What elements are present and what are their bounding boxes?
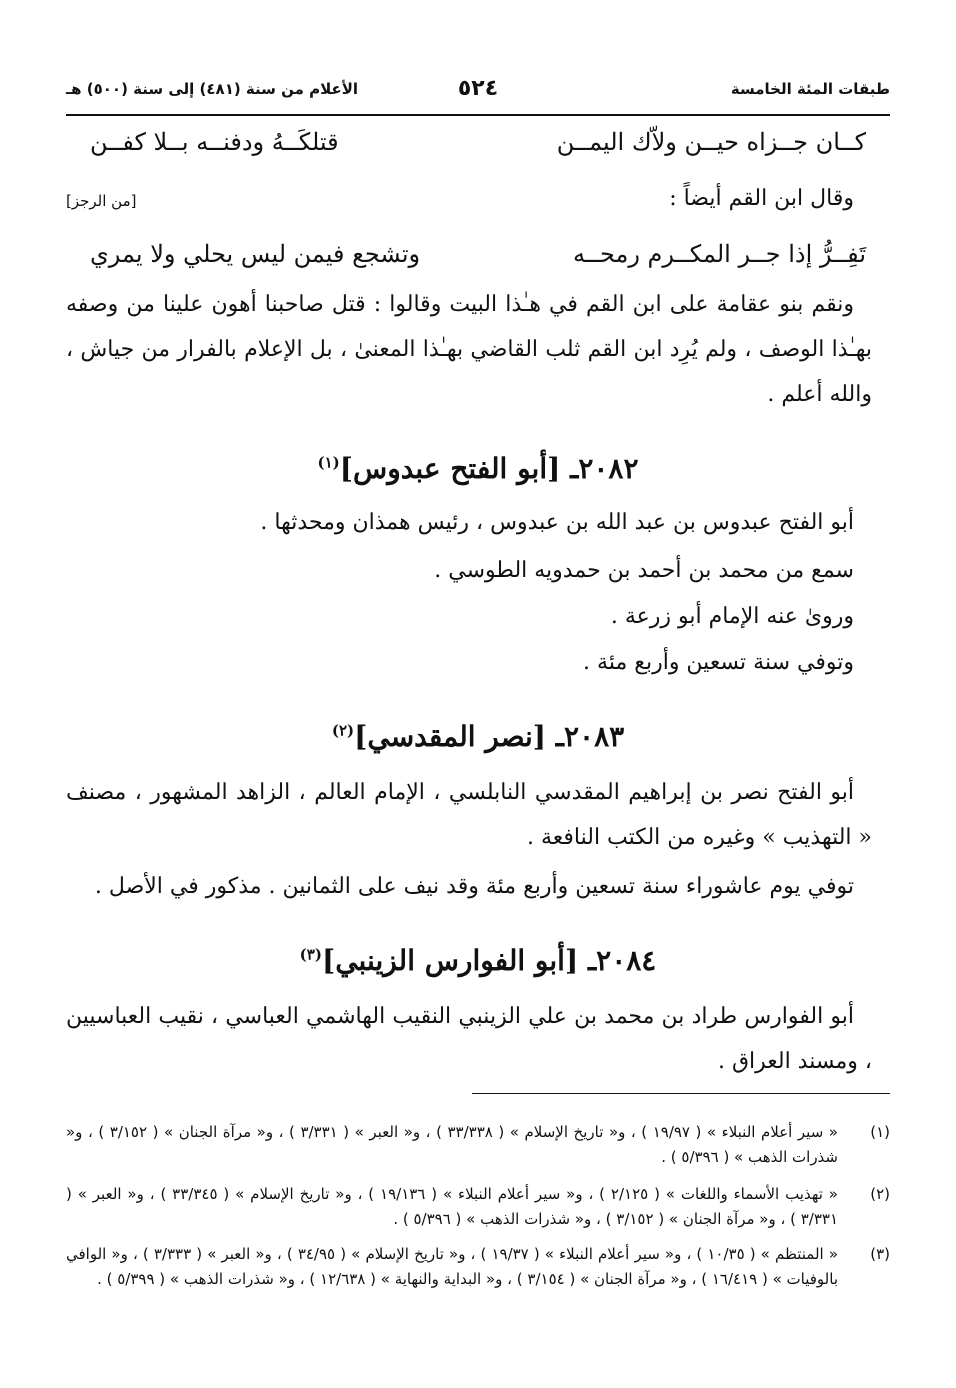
entry-line: وتوفي سنة تسعين وأربع مئة .	[583, 650, 854, 675]
header-rule	[66, 114, 890, 116]
entry-line: سمع من محمد بن أحمد بن حمدويه الطوسي .	[434, 558, 854, 583]
footnote-number: (٣)	[870, 1245, 890, 1263]
commentary-paragraph: ونقم بنو عقامة على ابن القم في هـٰذا البيت وقالوا : قتل صاحبنا أهون علينا من وصفه بهـٰذا الوصف ، ولم يُرِد ابن القم ثلب القاضي بهـٰذا المعنىٰ ، بل الإعلام بالفرار من جياش ، والله أعلم .	[66, 292, 872, 407]
entry-line: وروىٰ عنه الإمام أبو زرعة .	[610, 604, 854, 629]
entry-heading	[0, 720, 956, 753]
verse-line	[90, 240, 866, 280]
entry-title: ٢٠٨٢ـ [أبو الفتح عبدوس]	[339, 452, 639, 485]
footnote-rule	[472, 1093, 890, 1094]
footnote-text: « سير أعلام النبلاء » ( ١٩/٩٧ ) ، و« تاريخ الإسلام » ( ٣٣/٣٣٨ ) ، و« العبر » ( ٣/٣٣١ ) ، و« مرآة الجنان » ( ٣/١٥٢ ) ، و« شذرات الذهب » ( ٥/٣٩٦ ) .	[66, 1123, 838, 1166]
verse-first-hemistich: كــان جــزاه حيــن ولاّك اليمــن	[556, 128, 866, 156]
verse-second-hemistich: قتلكَــهُ ودفنــه بــلا كفــن	[90, 128, 339, 156]
footnote-ref: (٢)	[331, 721, 355, 740]
footnote	[66, 1120, 890, 1170]
footnote	[66, 1242, 890, 1292]
section-title: طبقات المئة الخامسة	[730, 80, 890, 98]
footnote-ref: (١)	[317, 453, 340, 472]
footnote-number: (٢)	[870, 1185, 890, 1203]
entry-paragraph: أبو الفتح نصر بن إبراهيم المقدسي النابلسي ، الإمام العالم ، الزاهد المشهور ، مصنف « التهذيب » وغيره من الكتب النافعة .	[66, 780, 872, 850]
footnote	[66, 1182, 890, 1232]
footnote-number: (١)	[870, 1123, 890, 1141]
page-number: ٥٢٤	[457, 76, 499, 101]
running-head	[66, 76, 890, 106]
verse-line	[90, 128, 866, 168]
intro-line: وقال ابن القم أيضاً :	[669, 186, 854, 211]
footnote-ref: (٣)	[299, 945, 322, 964]
entry-heading	[0, 944, 956, 977]
entry-heading	[0, 452, 956, 485]
entry-line: أبو الفتح عبدوس بن عبد الله بن عبدوس ، رئيس همذان ومحدثها .	[260, 510, 854, 535]
meter-label: [من الرجز]	[66, 192, 137, 210]
entry-paragraph: توفي يوم عاشوراء سنة تسعين وأربع مئة وقد نيف على الثمانين . مذكور في الأصل .	[94, 874, 854, 899]
entry-title: ٢٠٨٣ـ [نصر المقدسي]	[354, 720, 625, 753]
verse-first-hemistich: تَفِــرُّ إذا جــر المكــرم رمحــه	[573, 240, 866, 268]
volume-range: الأعلام من سنة (٤٨١) إلى سنة (٥٠٠) هـ	[66, 80, 359, 98]
verse-second-hemistich: وتشجع فيمن ليس يحلي ولا يمري	[90, 240, 421, 268]
footnote-text: « تهذيب الأسماء واللغات » ( ٢/١٢٥ ) ، و« سير أعلام النبلاء » ( ١٩/١٣٦ ) ، و« تاريخ الإسلام » ( ٣٣/٣٤٥ ) ، و« العبر » ( ٣/٣٣١ ) ، و« مرآة الجنان » ( ٣/١٥٢ ) ، و« شذرات الذهب » ( ٥/٣٩٦ ) .	[66, 1185, 838, 1228]
footnote-text: « المنتظم » ( ١٠/٣٥ ) ، و« سير أعلام النبلاء » ( ١٩/٣٧ ) ، و« تاريخ الإسلام » ( ٣٤/٩٥ ) ، و« العبر » ( ٣/٣٣٣ ) ، و« الوافي بالوفيات » ( ١٦/٤١٩ ) ، و« مرآة الجنان » ( ٣/١٥٤ ) ، و« البداية والنهاية » ( ١٢/٦٣٨ ) ، و« شذرات الذهب » ( ٥/٣٩٩ ) .	[66, 1245, 839, 1288]
entry-title: ٢٠٨٤ـ [أبو الفوارس الزينبي]	[321, 944, 657, 977]
entry-paragraph: أبو الفوارس طراد بن محمد بن علي الزينبي النقيب الهاشمي العباسي ، نقيب العباسيين ، ومسند العراق .	[66, 1004, 872, 1074]
